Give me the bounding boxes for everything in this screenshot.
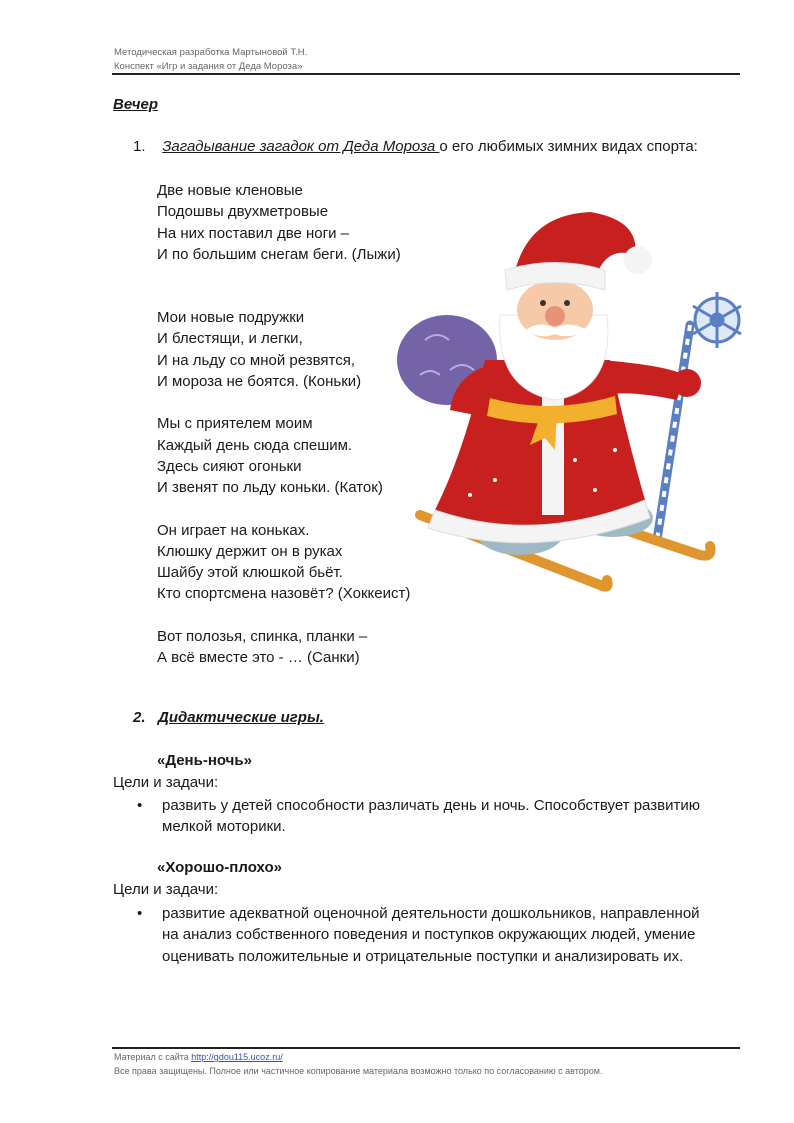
- riddle-line: Мы с приятелем моим: [157, 415, 313, 433]
- riddle-line: Подошвы двухметровые: [157, 203, 329, 221]
- riddles-block: [157, 180, 410, 689]
- riddle-stanza: [157, 520, 410, 605]
- section-title: Вечер: [113, 96, 159, 113]
- bullet-line: развить у детей способности различать день и ночь. Способствует развитию: [162, 797, 700, 814]
- riddle-stanza: [157, 626, 410, 669]
- goals-label: Цели и задачи:: [113, 774, 219, 791]
- bullet-item: [137, 795, 737, 838]
- riddle-line: Шайбу этой клюшкой бьёт.: [157, 564, 343, 582]
- page-footer: [114, 1050, 602, 1078]
- item1-number: 1.: [133, 138, 146, 155]
- riddle-line: И на льду со мной резвятся,: [157, 351, 356, 369]
- riddle-line: Он играет на коньках.: [157, 521, 310, 539]
- footer-site-link[interactable]: http://gdou115.ucoz.ru/: [191, 1052, 283, 1062]
- riddle-line: А всё вместе это - … (Санки): [157, 649, 360, 667]
- bullet-line: мелкой моторики.: [162, 818, 286, 836]
- riddle-stanza: [157, 413, 410, 498]
- riddle-stanza: [157, 307, 410, 392]
- game-title: «Хорошо-плохо»: [157, 859, 282, 876]
- list-item-riddles: [133, 138, 698, 155]
- riddle-line: Каждый день сюда спешим.: [157, 436, 353, 454]
- header-divider: [112, 73, 740, 75]
- riddle-line: На них поставил две ноги –: [157, 224, 349, 242]
- riddle-line: Клюшку держит он в руках: [157, 542, 343, 560]
- riddle-line: Здесь сияют огоньки: [157, 457, 302, 475]
- list-item-didactic-games: [133, 709, 324, 726]
- item2-number: 2.: [133, 709, 146, 726]
- riddle-line: И звенят по льду коньки. (Каток): [157, 479, 383, 497]
- riddle-line: И по большим снегам беги. (Лыжи): [157, 245, 401, 263]
- bullet-line: на анализ собственного поведения и поступков окружающих людей, умение: [162, 926, 696, 944]
- game-title: «День-ночь»: [157, 752, 252, 769]
- item1-rest: о его любимых зимних видах спорта:: [439, 138, 698, 155]
- nose: [545, 306, 565, 326]
- hat-pompom: [624, 246, 652, 274]
- footer-divider: [112, 1047, 740, 1049]
- item2-title: Дидактические игры.: [158, 709, 324, 726]
- right-mitten: [673, 369, 701, 397]
- riddle-line: И блестящи, и легки,: [157, 330, 303, 348]
- santa-claus-illustration: [395, 200, 745, 595]
- riddle-line: Вот полозья, спинка, планки –: [157, 627, 368, 645]
- riddle-stanza: [157, 180, 410, 265]
- bullet-icon: •: [137, 905, 143, 922]
- footer-prefix: Материал с сайта: [114, 1052, 192, 1062]
- goals-label: Цели и задачи:: [113, 881, 219, 898]
- footer-rights: Все права защищены. Полное или частичное копирование материала возможно только по согласованию с автором.: [114, 1066, 603, 1076]
- riddle-line: И мороза не боятся. (Коньки): [157, 373, 362, 391]
- item1-underlined-title: Загадывание загадок от Деда Мороза: [162, 138, 440, 155]
- riddle-line: Мои новые подружки: [157, 309, 305, 327]
- riddle-line: Кто спортсмена назовёт? (Хоккеист): [157, 585, 411, 603]
- page-header: [114, 46, 307, 74]
- snowflake-icon: [693, 292, 741, 348]
- bullet-icon: •: [137, 797, 143, 814]
- riddle-line: Две новые кленовые: [157, 182, 303, 199]
- bullet-line: развитие адекватной оценочной деятельности дошкольников, направленной: [162, 905, 700, 922]
- bullet-line: оценивать положительные и отрицательные поступки и анализировать их.: [162, 947, 684, 965]
- header-title: Конспект «Игр и задания от Деда Мороза»: [114, 61, 303, 72]
- header-author: Методическая разработка Мартыновой Т.Н.: [114, 47, 308, 58]
- bullet-item: [137, 903, 737, 967]
